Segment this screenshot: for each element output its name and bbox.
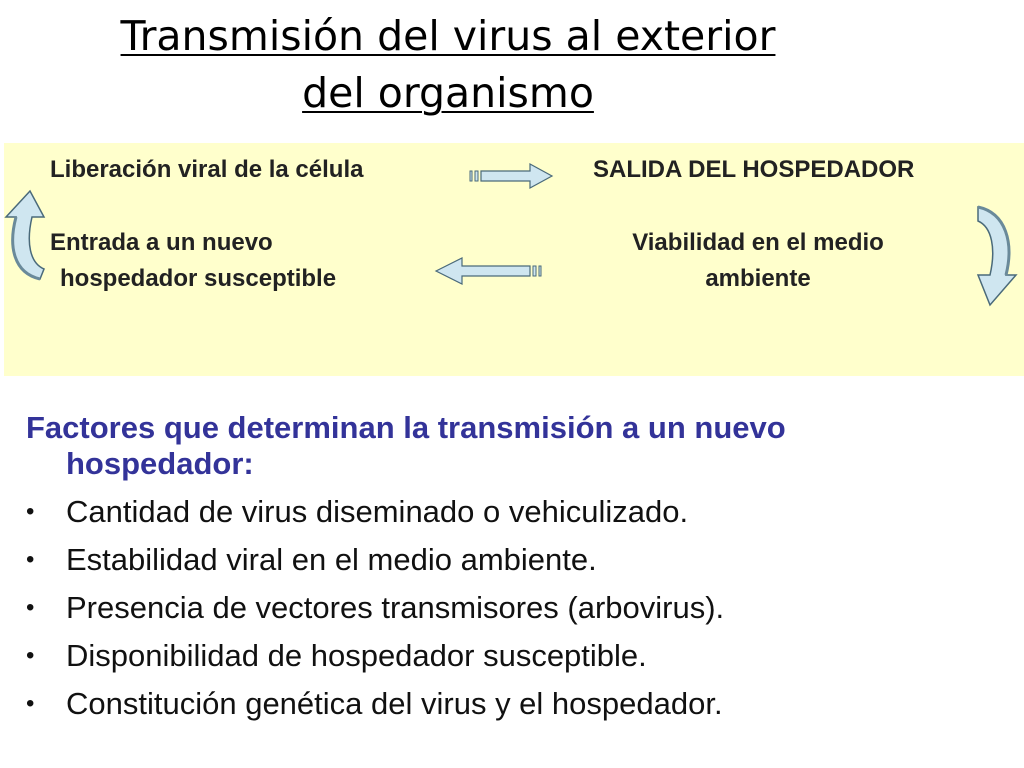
list-item: • Constitución genética del virus y el hospedador.: [26, 680, 1006, 728]
bullet-icon: •: [26, 546, 35, 573]
arrow-left-icon: [434, 255, 546, 287]
bullet-icon: •: [26, 594, 35, 621]
cycle-step-viability-line-1: Viabilidad en el medio: [632, 229, 884, 256]
curved-arrow-down-icon: [972, 203, 1020, 309]
bullet-icon: •: [26, 498, 35, 525]
cycle-step-release: Liberación viral de la célula: [50, 156, 364, 183]
cycle-step-viability: [593, 225, 923, 297]
curved-arrow-up-icon: [0, 187, 48, 287]
cycle-step-entry: [50, 225, 336, 297]
transmission-factors-section: [26, 410, 1006, 728]
factors-list: [26, 488, 1006, 728]
bullet-icon: •: [26, 642, 35, 669]
bullet-icon: •: [26, 690, 35, 717]
factors-heading-line-2: hospedador:: [66, 446, 254, 481]
cycle-step-viability-line-2: ambiente: [705, 265, 811, 292]
cycle-step-entry-line-1: Entrada a un nuevo: [50, 229, 273, 256]
list-item: • Estabilidad viral en el medio ambiente.: [26, 536, 1006, 584]
arrow-right-icon: [468, 162, 554, 190]
list-item: • Presencia de vectores transmisores (arbovirus).: [26, 584, 1006, 632]
cycle-step-exit: SALIDA DEL HOSPEDADOR: [593, 156, 915, 183]
list-item: • Cantidad de virus diseminado o vehiculizado.: [26, 488, 1006, 536]
list-item: • Disponibilidad de hospedador susceptible.: [26, 632, 1006, 680]
factors-heading-line-1: Factores que determinan la transmisión a un nuevo: [26, 410, 786, 445]
factors-heading: [26, 410, 1006, 482]
transmission-cycle-box: [4, 143, 1024, 376]
title-line-2: del organismo: [302, 69, 594, 117]
cycle-step-entry-line-2: hospedador susceptible: [60, 265, 337, 292]
title-line-1: Transmisión del virus al exterior: [120, 12, 776, 60]
slide-title: [0, 8, 896, 122]
